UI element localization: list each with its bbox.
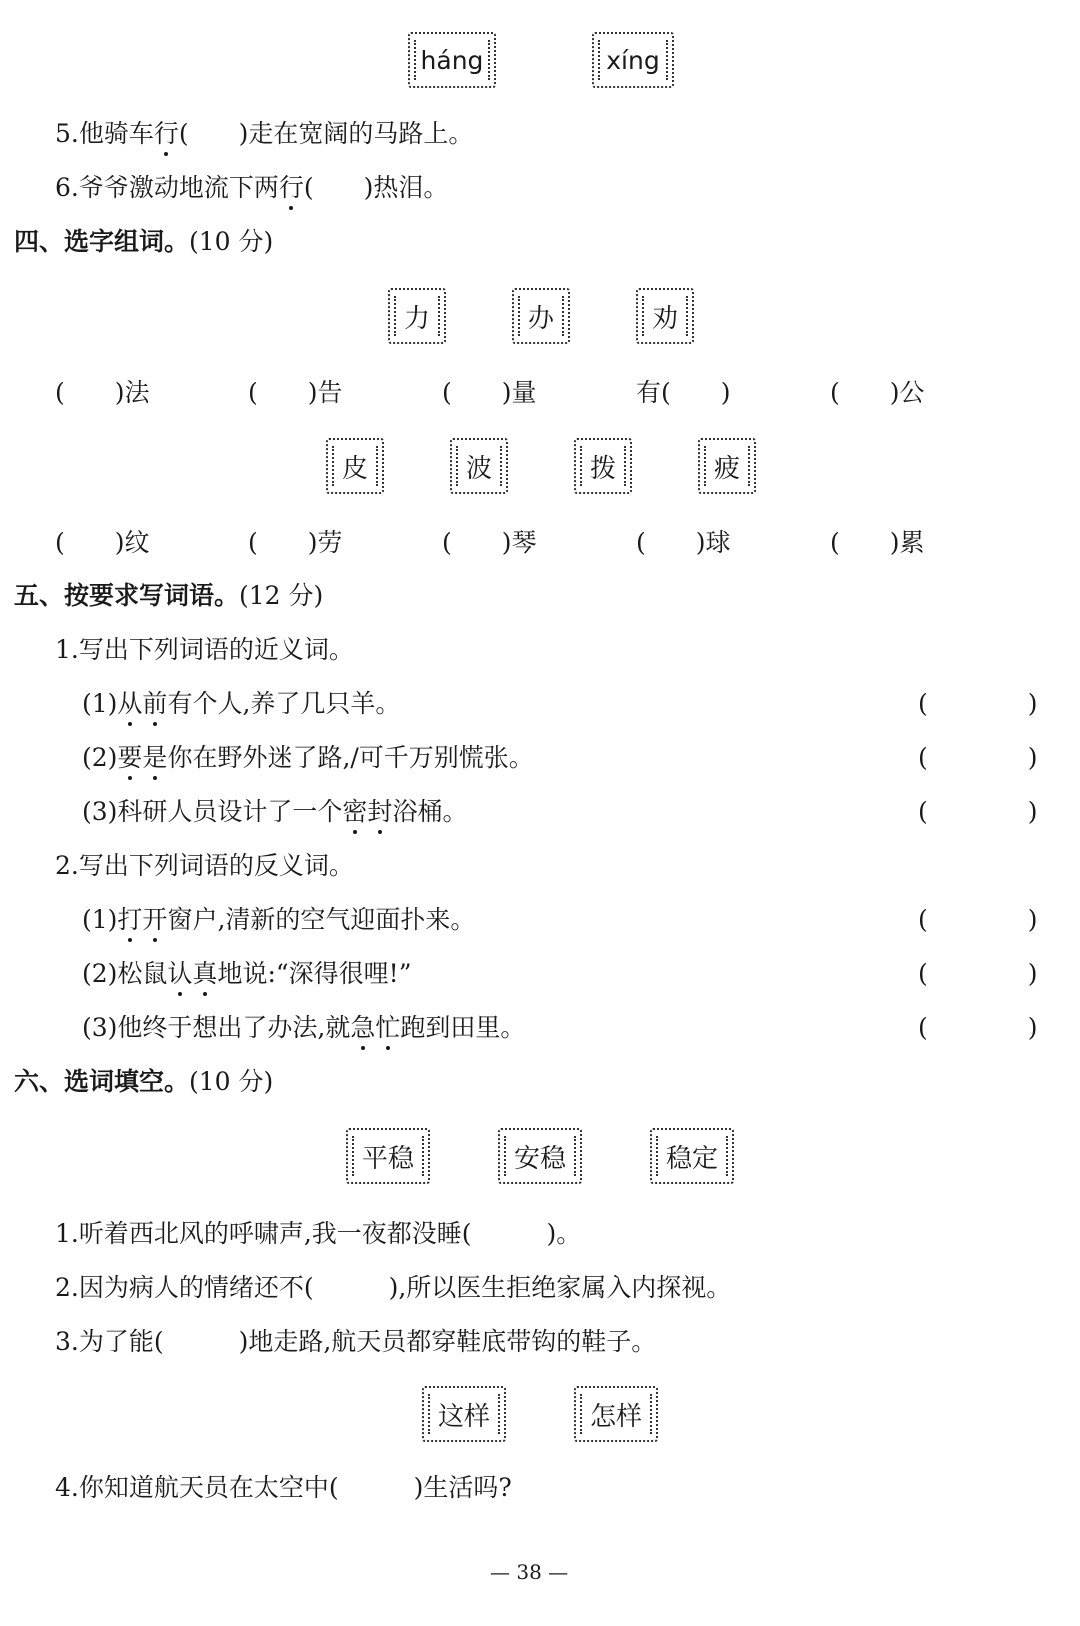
word-blank-9[interactable]: ( )球: [636, 528, 731, 557]
emphasis-word: 要是: [117, 743, 168, 772]
item-text: (2): [82, 743, 118, 772]
item-text: (3)他终于想出了办法,就: [82, 1013, 351, 1042]
char-box-quan: 劝: [636, 288, 694, 344]
question-number: 5.: [55, 119, 79, 148]
answer-blank[interactable]: ( ): [178, 119, 249, 148]
emphasis-word: 密封: [342, 797, 393, 826]
word-blank-3[interactable]: ( )量: [442, 378, 537, 407]
word-box-anwen: 安稳: [498, 1128, 582, 1184]
word-blank-10[interactable]: ( )累: [830, 528, 925, 557]
answer-blank[interactable]: ( ): [918, 743, 1038, 772]
fill-question-1: 1.听着西北风的呼啸声,我一夜都没睡( )。: [55, 1219, 582, 1248]
item-text: (2)松鼠: [82, 959, 168, 988]
synonym-instruction: 1.写出下列词语的近义词。: [55, 635, 354, 664]
answer-blank[interactable]: ( ): [918, 1013, 1038, 1042]
word-blank-5[interactable]: ( )公: [830, 378, 925, 407]
char-box-li: 力: [388, 288, 446, 344]
question-text: 走在宽阔的马路上。: [248, 119, 474, 148]
antonym-item-3: [82, 1012, 525, 1044]
item-text: (3)科研人员设计了一个: [82, 797, 343, 826]
word-blank-2[interactable]: ( )告: [248, 378, 343, 407]
item-text: 跑到田里。: [400, 1013, 526, 1042]
emphasis-word: 急忙: [350, 1013, 401, 1042]
section-6-heading: [14, 1066, 273, 1098]
word-box-wending: 稳定: [650, 1128, 734, 1184]
antonym-item-1: [82, 904, 475, 936]
answer-blank[interactable]: ( ): [918, 959, 1038, 988]
question-text: 爷爷激动地流下两: [78, 173, 279, 202]
question-5: [55, 118, 473, 150]
emphasis-word: 从前: [117, 689, 168, 718]
section-points: (10 分): [189, 1067, 274, 1096]
item-text: (1): [82, 689, 118, 718]
answer-blank[interactable]: ( ): [303, 173, 374, 202]
char-box-pi-tired: 疲: [698, 438, 756, 494]
fill-question-2: 2.因为病人的情绪还不( ),所以医生拒绝家属入内探视。: [55, 1273, 732, 1302]
section-points: (12 分): [239, 581, 324, 610]
question-text: 热泪。: [373, 173, 449, 202]
answer-blank[interactable]: ( ): [918, 797, 1038, 826]
word-blank-7[interactable]: ( )劳: [248, 528, 343, 557]
item-text: 你在野外迷了路,/可千万别慌张。: [167, 743, 534, 772]
item-text: 窗户,清新的空气迎面扑来。: [167, 905, 476, 934]
section-title: 四、选字组词。: [14, 227, 190, 256]
antonym-item-2: [82, 958, 411, 990]
section-4-heading: [14, 226, 273, 258]
word-blank-1[interactable]: ( )法: [55, 378, 150, 407]
word-box-zenyang: 怎样: [574, 1386, 658, 1442]
emphasis-char: 行: [278, 173, 304, 202]
question-number: 6.: [55, 173, 79, 202]
question-text: 他骑车: [78, 119, 154, 148]
char-box-bo-pluck: 拨: [574, 438, 632, 494]
word-box-pingwen: 平稳: [346, 1128, 430, 1184]
synonym-item-1: [82, 688, 400, 720]
item-text: 地说:“深得很哩!”: [217, 959, 412, 988]
emphasis-char: 行: [153, 119, 179, 148]
word-blank-4[interactable]: 有( ): [636, 378, 731, 407]
section-points: (10 分): [189, 227, 274, 256]
synonym-item-2: [82, 742, 534, 774]
fill-question-4: 4.你知道航天员在太空中( )生活吗?: [55, 1473, 512, 1502]
section-5-heading: [14, 580, 323, 612]
item-text: 浴桶。: [392, 797, 468, 826]
char-box-bo-wave: 波: [450, 438, 508, 494]
item-text: (1): [82, 905, 118, 934]
answer-blank[interactable]: ( ): [918, 905, 1038, 934]
synonym-item-3: [82, 796, 467, 828]
char-box-ban: 办: [512, 288, 570, 344]
antonym-instruction: 2.写出下列词语的反义词。: [55, 851, 354, 880]
page-number: — 38 —: [490, 1560, 569, 1584]
char-box-pi: 皮: [326, 438, 384, 494]
question-6: [55, 172, 448, 204]
section-title: 五、按要求写词语。: [14, 581, 240, 610]
fill-question-3: 3.为了能( )地走路,航天员都穿鞋底带钩的鞋子。: [55, 1327, 657, 1356]
pinyin-box-hang: háng: [408, 32, 496, 88]
word-box-zheyang: 这样: [422, 1386, 506, 1442]
word-blank-6[interactable]: ( )纹: [55, 528, 150, 557]
answer-blank[interactable]: ( ): [918, 689, 1038, 718]
emphasis-word: 认真: [167, 959, 218, 988]
pinyin-box-xing: xíng: [592, 32, 674, 88]
item-text: 有个人,养了几只羊。: [167, 689, 401, 718]
section-title: 六、选词填空。: [14, 1067, 190, 1096]
emphasis-word: 打开: [117, 905, 168, 934]
word-blank-8[interactable]: ( )琴: [442, 528, 537, 557]
